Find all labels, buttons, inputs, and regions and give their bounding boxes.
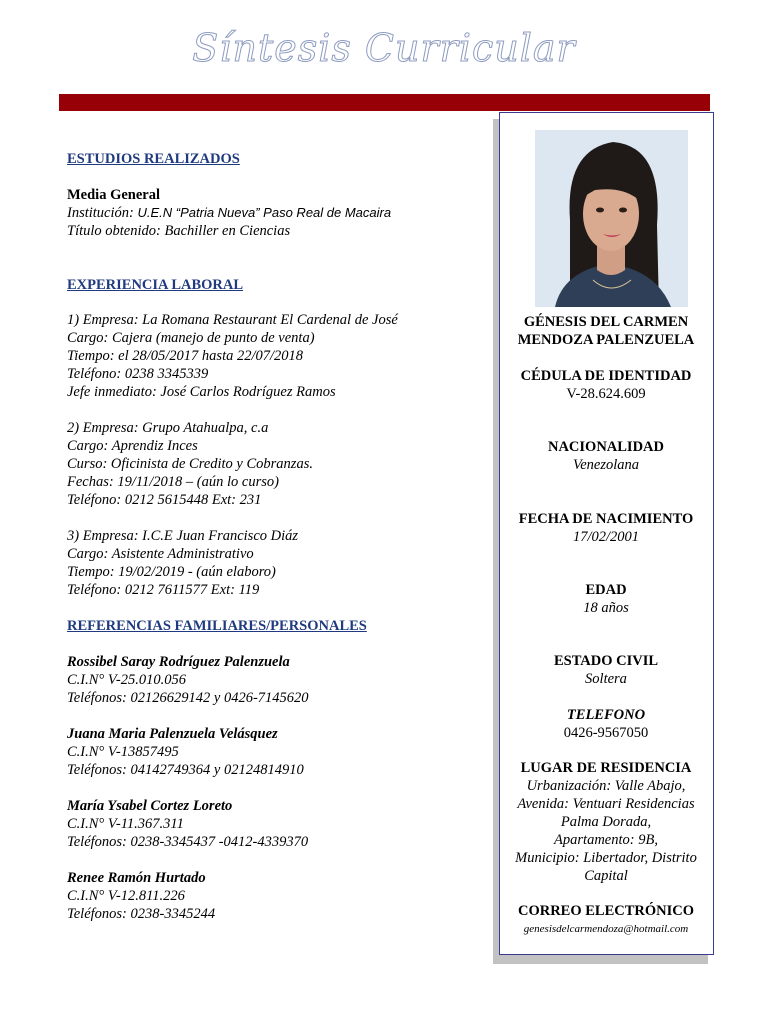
name-line: MENDOZA PALENZUELA [517, 332, 695, 348]
reference-ci: C.I.N° V-13857495 [67, 744, 179, 760]
residencia-label: LUGAR DE RESIDENCIA [520, 760, 692, 776]
reference-ci: C.I.N° V-12.811.226 [67, 888, 185, 904]
reference-4 [67, 869, 487, 923]
correo-value: genesisdelcarmendoza@hotmail.com [523, 923, 689, 935]
residencia-line: Apartamento: 9B, [554, 832, 658, 848]
reference-name: Renee Ramón Hurtado [67, 870, 206, 886]
residencia-line: Avenida: Ventuari Residencias [517, 796, 695, 812]
reference-1 [67, 653, 487, 707]
institucion-label: Institución: [67, 205, 138, 221]
section-title-experiencia: EXPERIENCIA LABORAL [67, 277, 244, 293]
edad-label: EDAD [585, 582, 627, 598]
job-empresa: 1) Empresa: La Romana Restaurant El Cardenal de José [67, 312, 398, 328]
reference-ci: C.I.N° V-25.010.056 [67, 672, 186, 688]
reference-name: Rossibel Saray Rodríguez Palenzuela [67, 654, 290, 670]
job-cargo: Cargo: Asistente Administrativo [67, 546, 254, 562]
reference-name: Juana Maria Palenzuela Velásquez [67, 726, 278, 742]
name-line: GÉNESIS DEL CARMEN [523, 314, 689, 330]
edad-item [500, 581, 712, 617]
job-telefono: Teléfono: 0238 3345339 [67, 366, 209, 382]
cedula-label: CÉDULA DE IDENTIDAD [520, 368, 692, 384]
reference-ci: C.I.N° V-11.367.311 [67, 816, 184, 832]
nacionalidad-item [500, 438, 712, 474]
telefono-value: 0426-9567050 [563, 725, 649, 741]
section-title-estudios: ESTUDIOS REALIZADOS [67, 151, 240, 167]
residencia-line: Capital [584, 868, 628, 884]
section-title-referencias: REFERENCIAS FAMILIARES/PERSONALES [67, 618, 367, 634]
header-bar [59, 94, 710, 111]
main-column [67, 150, 487, 923]
estado-civil-label: ESTADO CIVIL [553, 653, 659, 669]
job-cargo: Cargo: Cajera (manejo de punto de venta) [67, 330, 315, 346]
job-tiempo: Tiempo: el 28/05/2017 hasta 22/07/2018 [67, 348, 304, 364]
job-1 [67, 311, 487, 401]
nacionalidad-value: Venezolana [572, 457, 640, 473]
nacionalidad-label: NACIONALIDAD [547, 439, 664, 455]
personal-info-sidebar [499, 112, 714, 955]
job-empresa: 3) Empresa: I.C.E Juan Francisco Diáz [67, 528, 299, 544]
full-name [500, 313, 712, 349]
job-telefono: Teléfono: 0212 7611577 Ext: 119 [67, 582, 260, 598]
residencia-line: Palma Dorada, [560, 814, 652, 830]
document-title: Síntesis Curricular [192, 26, 576, 70]
job-curso: Curso: Oficinista de Credito y Cobranzas. [67, 456, 313, 472]
residencia-line: Municipio: Libertador, Distrito [515, 850, 697, 866]
nacimiento-item [500, 510, 712, 546]
job-cargo: Cargo: Aprendiz Inces [67, 438, 198, 454]
reference-phone: Teléfonos: 0238-3345244 [67, 906, 216, 922]
job-jefe: Jefe inmediato: José Carlos Rodríguez Ramos [67, 384, 336, 400]
job-empresa: 2) Empresa: Grupo Atahualpa, c.a [67, 420, 269, 436]
job-tiempo: Fechas: 19/11/2018 – (aún lo curso) [67, 474, 279, 490]
correo-item [500, 902, 712, 938]
job-tiempo: Tiempo: 19/02/2019 - (aún elaboro) [67, 564, 276, 580]
residencia-item [500, 759, 712, 885]
edad-value: 18 años [583, 600, 629, 616]
correo-label: CORREO ELECTRÓNICO [517, 903, 695, 919]
estado-civil-value: Soltera [585, 671, 627, 687]
nacimiento-value: 17/02/2001 [572, 529, 640, 545]
portrait-illustration [535, 130, 688, 307]
reference-3 [67, 797, 487, 851]
institucion-value: U.E.N “Patria Nueva” Paso Real de Macaira [137, 205, 392, 220]
reference-2 [67, 725, 487, 779]
cedula-value: V-28.624.609 [566, 386, 646, 402]
telefono-item [500, 706, 712, 742]
job-3 [67, 527, 487, 599]
telefono-label: TELEFONO [566, 707, 646, 723]
estudios-nivel: Media General [67, 187, 161, 203]
cedula-item [500, 367, 712, 403]
profile-photo [535, 130, 688, 307]
job-telefono: Teléfono: 0212 5615448 Ext: 231 [67, 492, 262, 508]
nacimiento-label: FECHA DE NACIMIENTO [518, 511, 694, 527]
job-2 [67, 419, 487, 509]
reference-phone: Teléfonos: 02126629142 y 0426-7145620 [67, 690, 309, 706]
reference-name: María Ysabel Cortez Loreto [67, 798, 233, 814]
reference-phone: Teléfonos: 04142749364 y 02124814910 [67, 762, 304, 778]
residencia-line: Urbanización: Valle Abajo, [526, 778, 686, 794]
estudios-block [67, 186, 487, 240]
estudios-titulo: Título obtenido: Bachiller en Ciencias [67, 223, 291, 239]
estado-civil-item [500, 652, 712, 688]
reference-phone: Teléfonos: 0238-3345437 -0412-4339370 [67, 834, 309, 850]
